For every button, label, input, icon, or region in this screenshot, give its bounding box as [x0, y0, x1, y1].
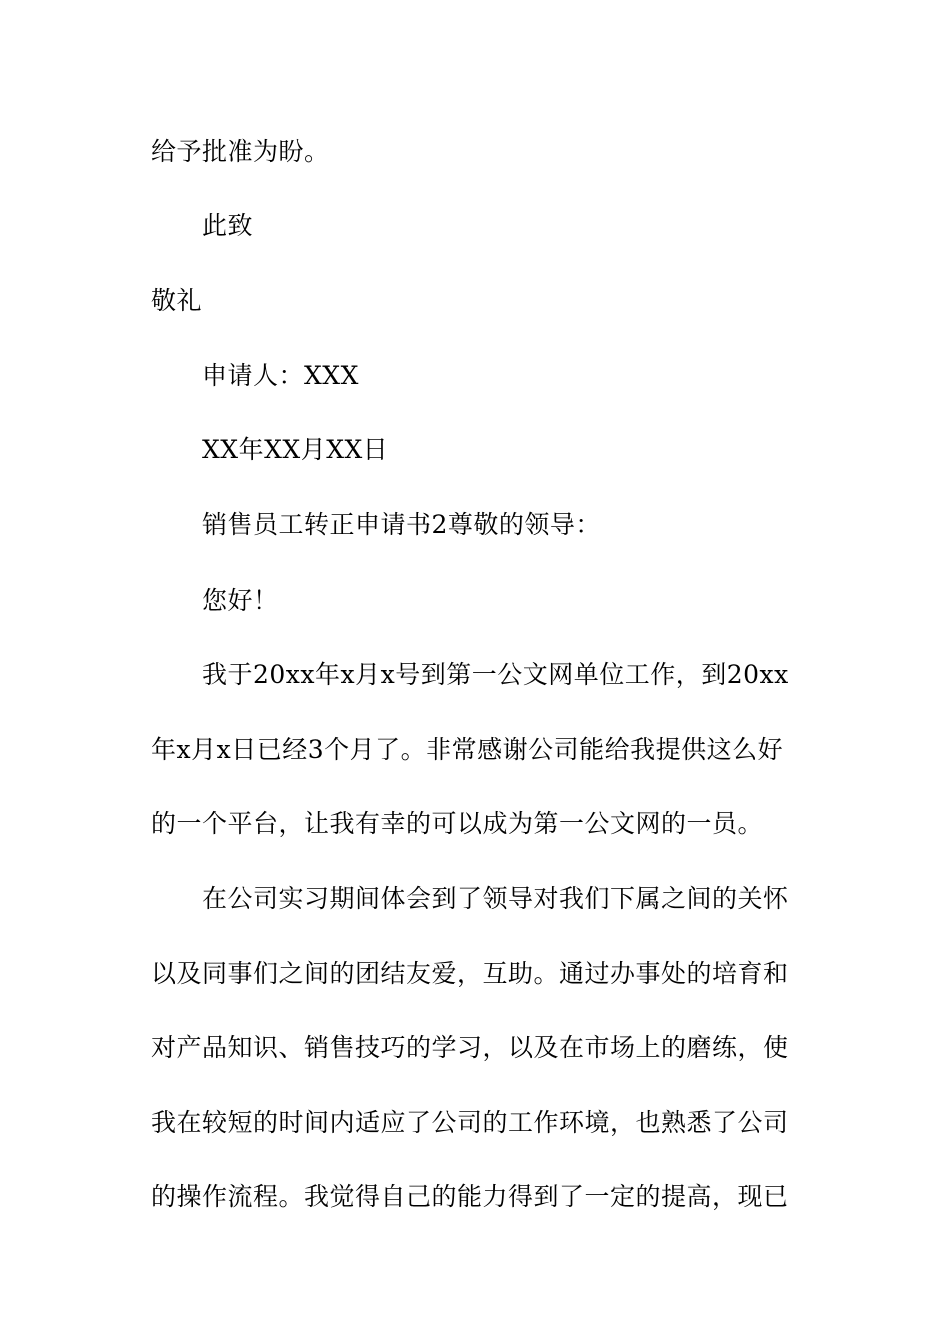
- paragraph-line: 我于20xx年x月x号到第一公文网单位工作，到20xx: [202, 660, 789, 689]
- date-line: XX年XX月XX日: [202, 435, 389, 464]
- greeting-line: 您好！: [202, 586, 279, 615]
- section-title-line: 销售员工转正申请书2尊敬的领导：: [202, 510, 601, 539]
- paragraph-line: 在公司实习期间体会到了领导对我们下属之间的关怀: [202, 884, 789, 913]
- salutation-jingli: 敬礼: [151, 286, 203, 315]
- paragraph-line: 的操作流程。我觉得自己的能力得到了一定的提高，现已: [151, 1182, 789, 1211]
- paragraph-line: 以及同事们之间的团结友爱，互助。通过办事处的培育和: [151, 959, 789, 988]
- paragraph-line: 我在较短的时间内适应了公司的工作环境，也熟悉了公司: [151, 1108, 789, 1137]
- closing-request-line: 给予批准为盼。: [151, 137, 330, 166]
- paragraph-line: 年x月x日已经3个月了。非常感谢公司能给我提供这么好: [151, 735, 784, 764]
- paragraph-line: 的一个平台，让我有幸的可以成为第一公文网的一员。: [151, 809, 764, 838]
- paragraph-line: 对产品知识、销售技巧的学习，以及在市场上的磨练，使: [151, 1033, 789, 1062]
- salutation-cizhi: 此致: [202, 211, 254, 240]
- applicant-line: 申请人：XXX: [202, 361, 359, 390]
